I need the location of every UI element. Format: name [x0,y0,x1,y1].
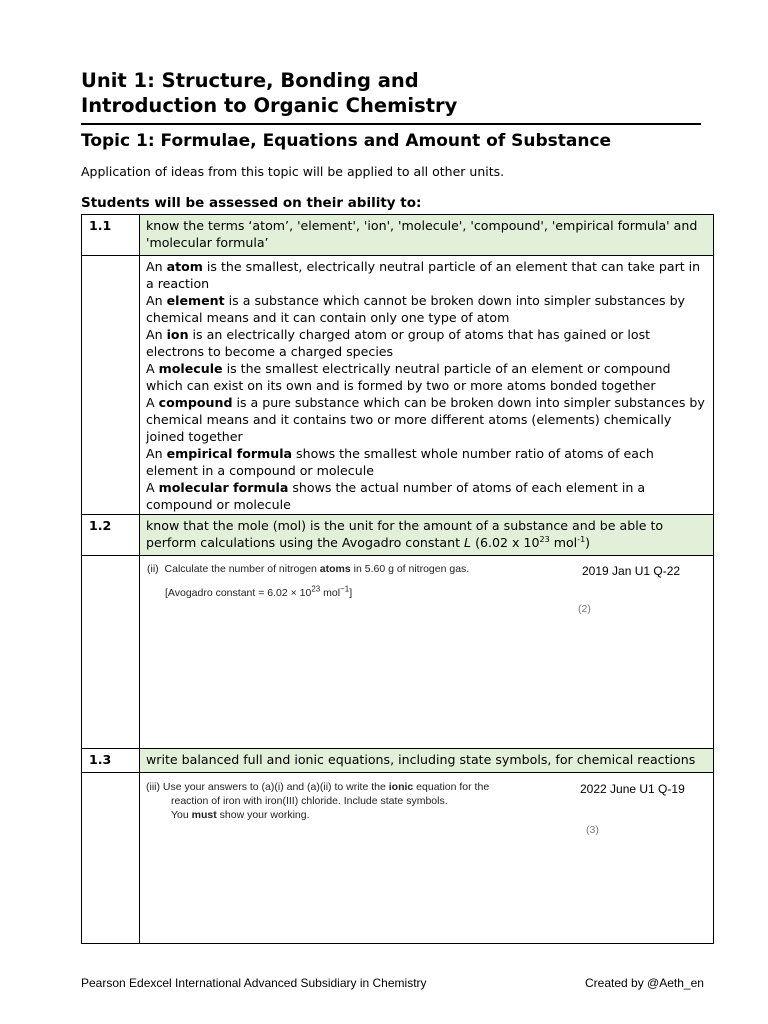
definitions-cell [140,256,714,515]
exam-question-given: [Avogadro constant = $6.02 \times 10^{23}$ mol$^{-1}$] [165,584,353,599]
title-divider [81,123,701,125]
spec-number: 1.2 [82,515,140,556]
exam-question-marks: (2) [578,603,591,615]
spec-objective: know the terms ‘atom’, 'element', 'ion', 'molecule', 'compound', 'empirical formula' and 'molecular formula’ [140,215,714,256]
exam-question-cell [140,773,714,944]
topic-title: Topic 1: Formulae, Equations and Amount of Substance [81,131,612,151]
spec-number-blank [82,773,140,944]
exam-question-text: (ii) Calculate the number of nitrogen atoms in 5.60 g of nitrogen gas. [147,563,470,575]
footer-course-name: Pearson Edexcel International Advanced Subsidiary in Chemistry [81,976,427,990]
spec-row-1-3 [82,749,714,773]
exam-question-reference: 2022 June U1 Q-19 [580,782,685,796]
definition-molecular-formula: A molecular formula shows the actual number of atoms of each element in a compound or molecule [146,480,646,512]
spec-row-1-2-question [82,556,714,749]
definition-element: An element is a substance which cannot be broken down into simpler substances by chemical means and it can contain only one type of atom [146,293,686,325]
definition-empirical-formula: An empirical formula shows the smallest whole number ratio of atoms of each element in a compound or molecule [146,446,654,478]
specification-table [81,214,714,944]
definition-atom: An atom is the smallest, electrically neutral particle of an element that can take part in a reaction [146,259,701,291]
spec-row-1-2 [82,515,714,556]
exam-question-reference: 2019 Jan U1 Q-22 [582,564,681,578]
exam-question-cell [140,556,714,749]
unit-title-line2: Introduction to Organic Chemistry [81,94,458,117]
definition-compound: A compound is a pure substance which can be broken down into simpler substances by chemical means and it contains two or more different atoms (elements) chemically joined together [146,395,705,444]
spec-objective: write balanced full and ionic equations, including state symbols, for chemical reactions [140,749,714,773]
unit-title [81,68,701,118]
definition-ion: An ion is an electrically charged atom or group of atoms that has gained or lost electrons to become a charged species [146,327,651,359]
spec-number-blank [82,256,140,515]
exam-question-text: (iii) Use your answers to (a)(i) and (a)(ii) to write the ionic equation for the reaction of iron with iron(III) chloride. Include state symbols. You must show your working. [146,781,490,821]
spec-number: 1.3 [82,749,140,773]
spec-row-1-1-definitions [82,256,714,515]
footer-credit: Created by @Aeth_en [585,976,704,990]
spec-row-1-3-question [82,773,714,944]
intro-text: Application of ideas from this topic will be applied to all other units. [81,164,505,179]
definition-molecule: A molecule is the smallest electrically neutral particle of an element or compound which can exist on its own and is formed by two or more atoms bonded together [146,361,671,393]
spec-row-1-1 [82,215,714,256]
spec-number: 1.1 [82,215,140,256]
unit-title-line1: Unit 1: Structure, Bonding and [81,69,419,92]
spec-objective: know that the mole (mol) is the unit for the amount of a substance and be able to perform calculations using the Avogadro constant L (6.02 x $10^{23}$ mol$^{-1}$) [140,515,714,556]
spec-number-blank [82,556,140,749]
exam-question-marks: (3) [586,824,599,836]
assessment-heading: Students will be assessed on their ability to: [81,195,422,211]
